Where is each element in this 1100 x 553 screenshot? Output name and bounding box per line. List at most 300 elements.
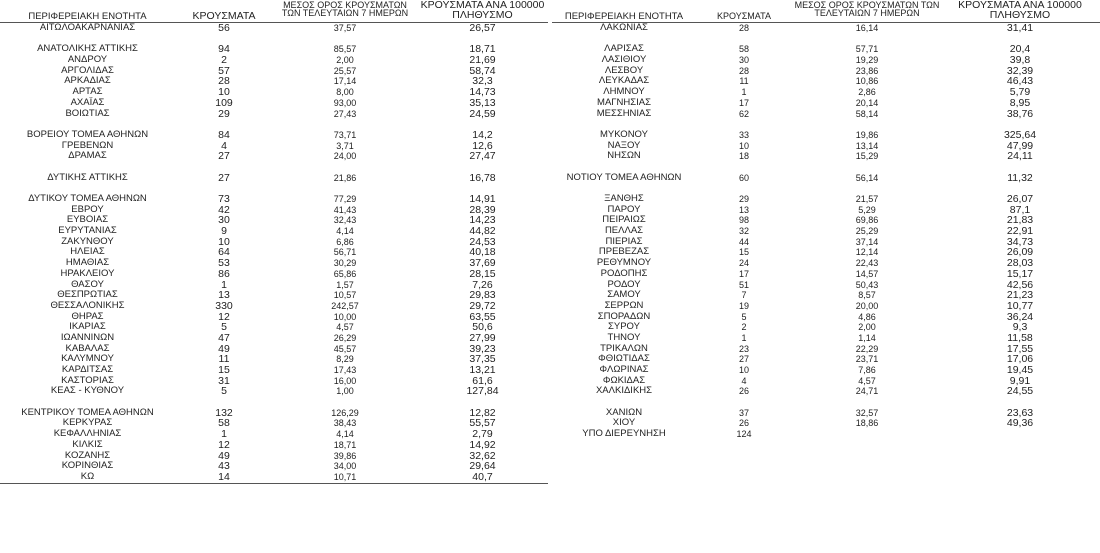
- region-cell: ΦΘΙΩΤΙΔΑΣ: [598, 353, 650, 365]
- cases-cell: 64: [218, 246, 230, 259]
- per100k-cell: 14,73: [469, 86, 496, 99]
- cases-cell: 84: [218, 128, 230, 141]
- cases-cell: 28: [738, 65, 749, 76]
- avg7-cell: 16,00: [333, 375, 357, 386]
- table-row: [552, 98, 1100, 109]
- region-cell: ΡΕΘΥΜΝΟΥ: [596, 257, 652, 269]
- region-cell: ΠΡΕΒΕΖΑΣ: [598, 246, 650, 258]
- avg7-cell: 242,57: [331, 300, 359, 311]
- per100k-cell: 16,78: [469, 171, 496, 184]
- avg7-cell: 65,86: [333, 268, 357, 279]
- cases-cell: 11: [739, 76, 749, 87]
- region-cell: ΜΥΚΟΝΟΥ: [600, 128, 648, 140]
- cases-cell: 12: [218, 310, 230, 323]
- avg7-cell: 18,86: [855, 418, 879, 429]
- per100k-cell: 26,57: [469, 22, 496, 34]
- avg7-cell: 24,71: [855, 386, 879, 397]
- cases-cell: 132: [215, 406, 233, 419]
- avg7-cell: 73,71: [333, 129, 357, 140]
- table-row: [552, 386, 1100, 397]
- cases-cell: 10: [738, 365, 749, 375]
- per100k-cell: 14,92: [469, 438, 496, 451]
- cases-cell: 1: [741, 332, 747, 343]
- cases-cell: 1: [221, 428, 227, 441]
- avg7-cell: 21,57: [855, 194, 879, 204]
- avg7-cell: 6,86: [336, 236, 354, 247]
- header-per100k: ΚΡΟΥΣΜΑΤΑ ΑΝΑ 100000 ΠΛΗΘΥΣΜΟ: [420, 0, 545, 21]
- cases-cell: 44: [738, 236, 749, 247]
- per100k-cell: 36,24: [1006, 310, 1034, 323]
- per100k-cell: 11,58: [1007, 331, 1033, 344]
- avg7-cell: 56,71: [333, 247, 357, 258]
- region-cell: ΚΩ: [80, 470, 95, 482]
- avg7-cell: 50,43: [855, 279, 879, 290]
- table-row: [0, 386, 548, 397]
- region-cell: ΠΕΙΡΑΙΩΣ: [602, 214, 646, 226]
- avg7-cell: 32,43: [333, 215, 357, 226]
- region-cell: ΑΙΤΩΛΟΑΚΑΡΝΑΝΙΑΣ: [39, 22, 136, 33]
- table-row: [552, 151, 1100, 162]
- avg7-cell: 32,57: [855, 407, 879, 418]
- avg7-cell: 12,14: [855, 247, 879, 258]
- cases-cell: 28: [738, 23, 749, 33]
- region-cell: ΛΕΣΒΟΥ: [604, 64, 644, 76]
- per100k-cell: 28,39: [469, 203, 496, 216]
- region-cell: ΗΜΑΘΙΑΣ: [65, 257, 110, 269]
- region-cell: ΦΩΚΙΔΑΣ: [602, 374, 646, 386]
- avg7-cell: 85,57: [333, 44, 357, 55]
- per100k-cell: 32,62: [469, 449, 496, 462]
- per100k-cell: 18,71: [469, 43, 496, 56]
- cases-cell: 18: [738, 151, 749, 162]
- per100k-cell: 21,23: [1006, 289, 1034, 302]
- table-row: [0, 301, 548, 312]
- header-cases: ΚΡΟΥΣΜΑΤΑ: [717, 11, 771, 21]
- avg7-cell: 23,86: [855, 65, 879, 76]
- per100k-cell: 27,99: [469, 331, 496, 344]
- region-cell: ΑΡΤΑΣ: [72, 86, 103, 98]
- avg7-cell: 4,86: [858, 311, 876, 322]
- per100k-cell: 37,35: [469, 353, 496, 366]
- cases-cell: 31: [218, 374, 230, 387]
- right-table-header: [552, 0, 1100, 23]
- cases-cell: 13: [738, 204, 749, 215]
- per100k-cell: 29,72: [469, 299, 496, 312]
- region-cell: ΑΡΓΟΛΙΔΑΣ: [61, 64, 114, 76]
- per100k-cell: 17,06: [1006, 353, 1034, 366]
- region-cell: ΜΑΓΝΗΣΙΑΣ: [597, 96, 651, 108]
- region-cell: ΗΛΕΙΑΣ: [70, 246, 105, 258]
- table-row: [0, 23, 548, 34]
- region-cell: ΣΥΡΟΥ: [608, 321, 640, 333]
- cases-cell: 49: [218, 342, 230, 355]
- region-cell: ΝΗΣΩΝ: [607, 150, 641, 162]
- table-row: [552, 269, 1100, 280]
- region-cell: ΚΕΝΤΡΙΚΟΥ ΤΟΜΕΑ ΑΘΗΝΩΝ: [21, 406, 154, 418]
- cases-cell: 15: [738, 247, 749, 258]
- cases-cell: 124: [736, 429, 752, 440]
- avg7-cell: 4,14: [336, 226, 354, 237]
- cases-cell: 5: [741, 311, 747, 322]
- region-cell: ΕΥΡΥΤΑΝΙΑΣ: [58, 225, 117, 237]
- per100k-cell: 22,91: [1006, 225, 1034, 238]
- region-cell: ΣΕΡΡΩΝ: [604, 299, 644, 311]
- region-cell: ΧΑΝΙΩΝ: [605, 406, 643, 418]
- cases-cell: 2: [741, 322, 747, 333]
- cases-cell: 27: [218, 171, 230, 184]
- cases-cell: 29: [218, 107, 230, 120]
- per100k-cell: 40,18: [469, 246, 496, 259]
- per100k-cell: 24,53: [469, 235, 496, 248]
- region-cell: ΘΑΣΟΥ: [71, 278, 104, 290]
- avg7-cell: 2,86: [858, 87, 876, 98]
- avg7-cell: 19,86: [855, 129, 879, 140]
- avg7-cell: 2,00: [336, 55, 354, 66]
- left-table-bottom-border: [0, 483, 548, 484]
- cases-cell: 10: [738, 140, 749, 151]
- avg7-cell: 10,00: [333, 311, 357, 322]
- table-row: [0, 173, 548, 184]
- avg7-cell: 4,14: [336, 429, 354, 440]
- per100k-cell: 325,64: [1003, 128, 1037, 141]
- header-avg7: ΜΕΣΟΣ ΟΡΟΣ ΚΡΟΥΣΜΑΤΩΝ ΤΩΝ ΤΕΛΕΥΤΑΙΩΝ 7 ΗΜΕΡΩΝ: [794, 0, 940, 18]
- cases-cell: 30: [738, 55, 749, 66]
- region-cell: ΘΕΣΣΑΛΟΝΙΚΗΣ: [50, 299, 125, 311]
- avg7-cell: 126,29: [331, 407, 359, 418]
- per100k-cell: 28,03: [1006, 257, 1034, 270]
- left-table-rows: [0, 23, 548, 483]
- per100k-cell: 58,74: [469, 64, 496, 77]
- cases-cell: 14: [218, 470, 230, 483]
- avg7-cell: 57,71: [855, 44, 879, 55]
- table-row: [0, 440, 548, 451]
- per100k-cell: 42,56: [1006, 278, 1034, 291]
- avg7-cell: 18,71: [333, 439, 357, 450]
- per100k-cell: 31,41: [1006, 22, 1034, 34]
- region-cell: ΖΑΚΥΝΘΟΥ: [61, 235, 114, 247]
- cases-cell: 28: [218, 75, 230, 88]
- region-cell: ΚΑΛΥΜΝΟΥ: [61, 353, 114, 365]
- per100k-cell: 29,83: [469, 289, 496, 302]
- avg7-cell: 10,57: [333, 290, 357, 301]
- avg7-cell: 22,29: [855, 343, 879, 354]
- avg7-cell: 16,14: [855, 23, 879, 33]
- table-row: [552, 301, 1100, 312]
- per100k-cell: 29,64: [469, 460, 496, 473]
- cases-cell: 27: [218, 150, 230, 163]
- region-cell: ΛΑΡΙΣΑΣ: [604, 43, 644, 55]
- region-cell: ΔΥΤΙΚΟΥ ΤΟΜΕΑ ΑΘΗΝΩΝ: [28, 193, 147, 204]
- per100k-cell: 50,6: [472, 321, 493, 334]
- avg7-cell: 37,14: [855, 236, 879, 247]
- per100k-cell: 2,79: [472, 428, 493, 441]
- region-cell: ΙΚΑΡΙΑΣ: [69, 321, 106, 333]
- per100k-cell: 21,69: [469, 54, 496, 67]
- per100k-cell: 26,09: [1006, 246, 1034, 259]
- region-cell: ΚΑΡΔΙΤΣΑΣ: [61, 364, 114, 375]
- per100k-cell: 9,91: [1009, 374, 1031, 387]
- cases-cell: 62: [738, 108, 749, 119]
- per100k-cell: 39,23: [469, 342, 496, 355]
- per100k-cell: 44,82: [469, 225, 496, 238]
- region-cell: ΜΕΣΣΗΝΙΑΣ: [596, 107, 652, 119]
- region-cell: ΕΥΒΟΙΑΣ: [66, 214, 109, 226]
- avg7-cell: 27,43: [333, 108, 357, 119]
- per100k-cell: 8,95: [1009, 96, 1031, 109]
- avg7-cell: 4,57: [336, 322, 354, 333]
- per100k-cell: 20,4: [1009, 43, 1031, 56]
- cases-cell: 98: [738, 215, 749, 226]
- avg7-cell: 5,29: [858, 204, 876, 215]
- region-cell: ΝΑΞΟΥ: [607, 139, 641, 151]
- per100k-cell: 14,23: [469, 214, 496, 227]
- avg7-cell: 38,43: [333, 418, 357, 429]
- avg7-cell: 3,71: [336, 140, 354, 151]
- avg7-cell: 8,29: [336, 354, 354, 365]
- table-row: [0, 109, 548, 120]
- cases-cell: 17: [738, 268, 749, 279]
- avg7-cell: 25,29: [855, 226, 879, 237]
- region-cell: ΛΑΚΩΝΙΑΣ: [600, 22, 648, 33]
- cases-cell: 73: [218, 193, 230, 205]
- region-cell: ΚΟΡΙΝΘΙΑΣ: [61, 460, 114, 472]
- per100k-cell: 14,2: [472, 128, 493, 141]
- avg7-cell: 1,14: [858, 332, 876, 343]
- table-row: [0, 98, 548, 109]
- avg7-cell: 41,43: [333, 204, 357, 215]
- per100k-cell: 7,26: [472, 278, 493, 291]
- right-table: [552, 0, 1100, 440]
- cases-cell: 4: [221, 139, 227, 152]
- avg7-cell: 37,57: [333, 23, 357, 33]
- region-cell: ΑΝΑΤΟΛΙΚΗΣ ΑΤΤΙΚΗΣ: [37, 43, 138, 55]
- cases-cell: 53: [218, 257, 230, 270]
- region-cell: ΔΡΑΜΑΣ: [68, 150, 107, 162]
- per100k-cell: 19,45: [1006, 364, 1034, 376]
- cases-cell: 15: [218, 364, 230, 376]
- table-row: [552, 173, 1100, 184]
- region-cell: ΝΟΤΙΟΥ ΤΟΜΕΑ ΑΘΗΝΩΝ: [566, 171, 682, 183]
- per100k-cell: 55,57: [469, 417, 496, 430]
- per100k-cell: 32,39: [1006, 64, 1034, 77]
- header-per100k: ΚΡΟΥΣΜΑΤΑ ΑΝΑ 100000 ΠΛΗΘΥΣΜΟ: [958, 0, 1082, 21]
- table-row: [552, 429, 1100, 440]
- per100k-cell: 24,55: [1006, 385, 1034, 398]
- cases-cell: 4: [741, 375, 747, 386]
- per100k-cell: 9,3: [1012, 321, 1028, 334]
- cases-cell: 30: [218, 214, 230, 227]
- table-row: [0, 151, 548, 162]
- region-cell: ΘΕΣΠΡΩΤΙΑΣ: [57, 289, 118, 301]
- cases-cell: 43: [218, 460, 230, 473]
- avg7-cell: 34,00: [333, 461, 357, 472]
- avg7-cell: 19,29: [855, 55, 879, 66]
- header-region: ΠΕΡΙΦΕΡΕΙΑΚΗ ΕΝΟΤΗΤΑ: [28, 11, 147, 22]
- per100k-cell: 10,77: [1006, 299, 1034, 312]
- per100k-cell: 63,55: [469, 310, 496, 323]
- avg7-cell: 93,00: [333, 97, 357, 108]
- per100k-cell: 46,43: [1006, 75, 1034, 88]
- region-cell: ΚΑΒΑΛΑΣ: [65, 342, 110, 354]
- avg7-cell: 77,29: [333, 194, 357, 204]
- avg7-cell: 10,71: [333, 471, 357, 482]
- cases-cell: 10: [218, 235, 230, 248]
- cases-cell: 33: [738, 129, 749, 140]
- region-cell: ΛΕΥΚΑΔΑΣ: [598, 75, 650, 87]
- cases-cell: 7: [741, 290, 747, 301]
- cases-cell: 12: [218, 438, 230, 451]
- region-cell: ΑΝΔΡΟΥ: [67, 54, 108, 66]
- cases-cell: 32: [738, 226, 749, 237]
- region-cell: ΚΟΖΑΝΗΣ: [64, 449, 111, 461]
- per100k-cell: 26,07: [1006, 193, 1034, 205]
- per100k-cell: 28,15: [469, 267, 496, 280]
- region-cell: ΣΠΟΡΑΔΩΝ: [597, 310, 651, 322]
- right-table-rows: [552, 23, 1100, 440]
- per100k-cell: 38,76: [1006, 107, 1034, 120]
- region-cell: ΞΑΝΘΗΣ: [604, 193, 644, 204]
- avg7-cell: 20,14: [855, 97, 879, 108]
- avg7-cell: 39,86: [333, 450, 357, 461]
- region-cell: ΧΑΛΚΙΔΙΚΗΣ: [595, 385, 653, 397]
- cases-cell: 47: [218, 331, 230, 344]
- region-cell: ΚΙΛΚΙΣ: [72, 438, 103, 450]
- cases-cell: 5: [221, 321, 227, 334]
- avg7-cell: 24,00: [333, 151, 357, 162]
- avg7-cell: 45,57: [333, 343, 357, 354]
- table-row: [0, 130, 548, 141]
- cases-cell: 27: [738, 354, 749, 365]
- cases-cell: 94: [218, 43, 230, 56]
- avg7-cell: 17,14: [333, 76, 357, 87]
- avg7-cell: 4,57: [858, 375, 876, 386]
- avg7-cell: 17,43: [333, 365, 357, 375]
- table-row: [552, 23, 1100, 34]
- region-cell: ΓΡΕΒΕΝΩΝ: [61, 139, 114, 151]
- region-cell: ΒΟΡΕΙΟΥ ΤΟΜΕΑ ΑΘΗΝΩΝ: [26, 128, 149, 140]
- region-cell: ΘΗΡΑΣ: [71, 310, 104, 322]
- left-table-header: [0, 0, 548, 23]
- per100k-cell: 35,13: [469, 96, 496, 109]
- cases-cell: 2: [221, 54, 227, 67]
- cases-cell: 10: [218, 86, 230, 99]
- cases-cell: 60: [738, 172, 749, 183]
- avg7-cell: 21,86: [333, 172, 357, 183]
- per100k-cell: 24,59: [469, 107, 496, 120]
- per100k-cell: 5,79: [1009, 86, 1031, 99]
- per100k-cell: 13,21: [469, 364, 496, 376]
- region-cell: ΤΡΙΚΑΛΩΝ: [600, 342, 648, 354]
- per100k-cell: 21,83: [1006, 214, 1034, 227]
- avg7-cell: 58,14: [855, 108, 879, 119]
- table-row: [0, 472, 548, 483]
- per100k-cell: 23,63: [1006, 406, 1034, 419]
- per100k-cell: 39,8: [1009, 54, 1031, 67]
- avg7-cell: 1,57: [336, 279, 354, 290]
- per100k-cell: 14,91: [469, 193, 496, 205]
- region-cell: ΙΩΑΝΝΙΝΩΝ: [60, 331, 115, 343]
- avg7-cell: 23,71: [855, 354, 879, 365]
- table-row: [552, 130, 1100, 141]
- cases-cell: 26: [738, 386, 749, 397]
- header-cases: ΚΡΟΥΣΜΑΤΑ: [192, 10, 256, 22]
- region-cell: ΠΑΡΟΥ: [607, 203, 641, 215]
- cases-cell: 5: [221, 385, 227, 398]
- cases-cell: 330: [215, 299, 233, 312]
- region-cell: ΑΡΚΑΔΙΑΣ: [64, 75, 111, 87]
- avg7-cell: 22,43: [855, 258, 879, 269]
- avg7-cell: 25,57: [333, 65, 357, 76]
- avg7-cell: 30,29: [333, 258, 357, 269]
- per100k-cell: 47,99: [1006, 139, 1034, 152]
- region-cell: ΔΥΤΙΚΗΣ ΑΤΤΙΚΗΣ: [47, 171, 128, 183]
- avg7-cell: 20,00: [855, 300, 879, 311]
- per100k-cell: 49,36: [1006, 417, 1034, 430]
- region-cell: ΛΑΣΙΘΙΟΥ: [601, 54, 647, 66]
- per100k-cell: 40,7: [472, 470, 493, 483]
- avg7-cell: 56,14: [855, 172, 879, 183]
- per100k-cell: 27,47: [469, 150, 496, 163]
- region-cell: ΥΠΟ ΔΙΕΡΕΥΝΗΣΗ: [582, 428, 666, 440]
- avg7-cell: 69,86: [855, 215, 879, 226]
- cases-cell: 51: [738, 279, 749, 290]
- region-cell: ΦΛΩΡΙΝΑΣ: [599, 364, 649, 375]
- region-cell: ΠΙΕΡΙΑΣ: [605, 235, 643, 247]
- per100k-cell: 12,82: [469, 406, 496, 419]
- per100k-cell: 17,55: [1006, 342, 1034, 355]
- cases-cell: 29: [738, 194, 749, 204]
- per100k-cell: 34,73: [1006, 235, 1034, 248]
- avg7-cell: 10,86: [855, 76, 879, 87]
- cases-cell: 49: [218, 449, 230, 462]
- region-cell: ΧΙΟΥ: [612, 417, 636, 429]
- region-cell: ΡΟΔΟΥ: [607, 278, 641, 290]
- region-cell: ΡΟΔΟΠΗΣ: [600, 267, 648, 279]
- avg7-cell: 26,29: [333, 332, 357, 343]
- table-row: [552, 109, 1100, 120]
- region-cell: ΣΑΜΟΥ: [607, 289, 641, 301]
- avg7-cell: 2,00: [858, 322, 876, 333]
- region-cell: ΛΗΜΝΟΥ: [603, 86, 645, 98]
- table-row: [0, 269, 548, 280]
- cases-cell: 23: [738, 343, 749, 354]
- region-cell: ΤΗΝΟΥ: [607, 331, 641, 343]
- avg7-cell: 7,86: [858, 365, 876, 375]
- cases-cell: 58: [738, 44, 749, 55]
- per100k-cell: 32,3: [472, 75, 493, 88]
- cases-cell: 19: [738, 300, 749, 311]
- avg7-cell: 8,57: [858, 290, 876, 301]
- cases-cell: 57: [218, 64, 230, 77]
- per100k-cell: 127,84: [466, 385, 499, 398]
- region-cell: ΑΧΑΪΑΣ: [70, 96, 105, 108]
- region-cell: ΒΟΙΩΤΙΑΣ: [65, 107, 110, 119]
- cases-cell: 24: [738, 258, 749, 269]
- header-avg7: ΜΕΣΟΣ ΟΡΟΣ ΚΡΟΥΣΜΑΤΩΝ ΤΩΝ ΤΕΛΕΥΤΑΙΩΝ 7 ΗΜΕΡΩΝ: [281, 0, 409, 18]
- region-cell: ΚΕΦΑΛΛΗΝΙΑΣ: [53, 428, 122, 440]
- header-region: ΠΕΡΙΦΕΡΕΙΑΚΗ ΕΝΟΤΗΤΑ: [564, 11, 684, 22]
- avg7-cell: 1,00: [336, 386, 354, 397]
- region-cell: ΗΡΑΚΛΕΙΟΥ: [60, 267, 115, 279]
- cases-cell: 13: [218, 289, 230, 302]
- cases-cell: 37: [738, 407, 749, 418]
- cases-cell: 17: [738, 97, 749, 108]
- cases-cell: 26: [738, 418, 749, 429]
- avg7-cell: 13,14: [855, 140, 879, 151]
- region-cell: ΕΒΡΟΥ: [71, 203, 104, 215]
- cases-cell: 42: [218, 203, 230, 216]
- avg7-cell: 14,57: [855, 268, 879, 279]
